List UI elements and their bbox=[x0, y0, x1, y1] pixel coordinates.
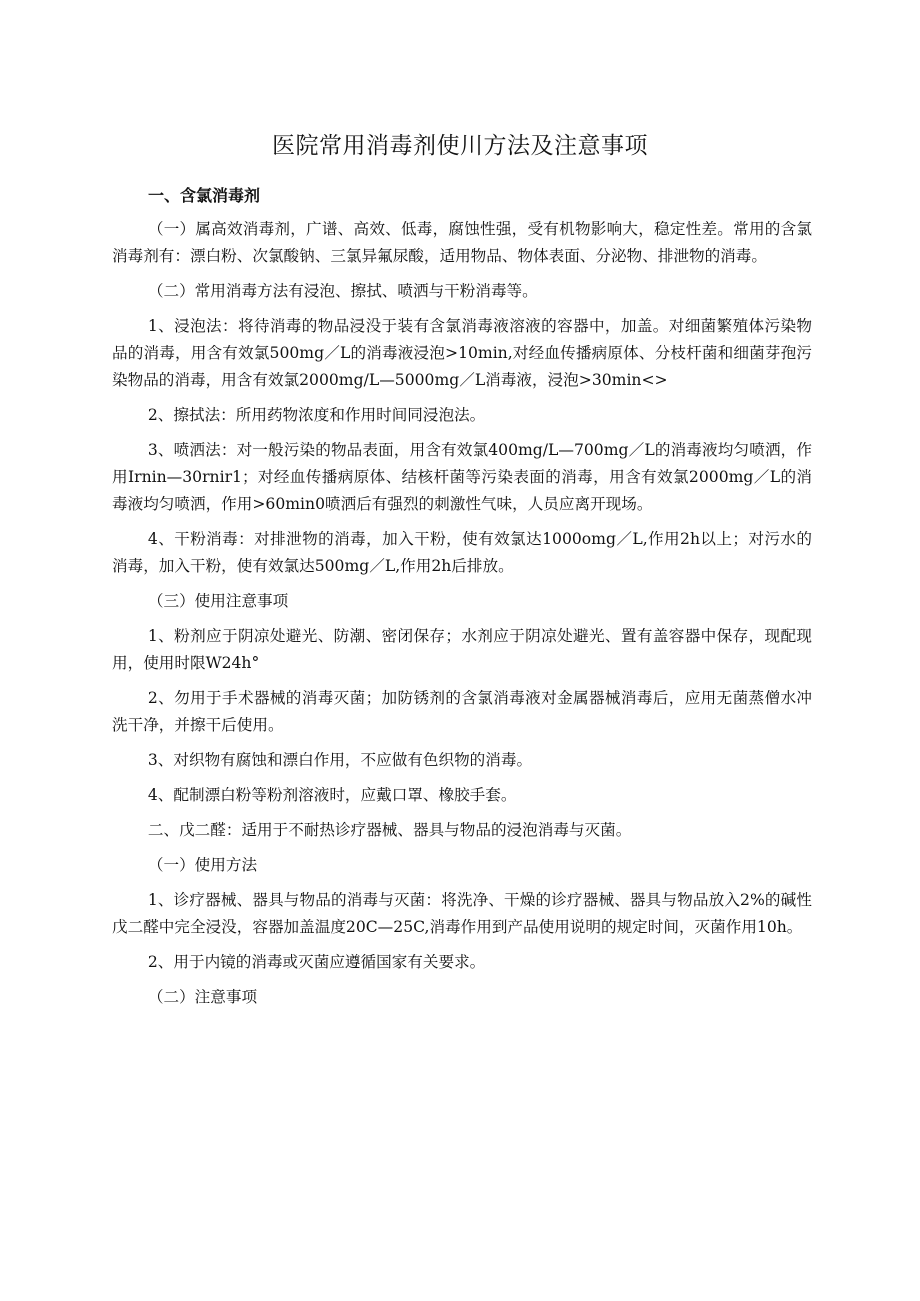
paragraph: （一）属高效消毒剂，广谱、高效、低毒，腐蚀性强，受有机物影响大，稳定性差。常用的含氯消毒剂有：漂白粉、次氯酸钠、三氯异氟尿酸，适用物品、物体表面、分泌物、排泄物的消毒。 bbox=[112, 220, 812, 265]
paragraph: 3、喷洒法：对一般污染的物品表面，用含有效氯400mg/L—700mg／L的消毒液均匀喷洒，作用Irnin—30rnir1；对经血传播病原体、结核杆菌等污染表面的消毒，用含有效氯2000mg／L的消毒液均匀喷洒，作用>60min0喷洒后有强烈的刺激性气味，人员应离开现场。 bbox=[112, 441, 812, 513]
paragraph: （二）常用消毒方法有浸泡、擦拭、喷洒与干粉消毒等。 bbox=[147, 282, 538, 300]
paragraph: 1、粉剂应于阴凉处避光、防潮、密闭保存；水剂应于阴凉处避光、置有盖容器中保存，现配现用，使用时限W24h° bbox=[112, 627, 812, 672]
document-title: 医院常用消毒剂使川方法及注意事项 bbox=[272, 133, 648, 159]
section-heading-chlorine: 一、含氯消毒剂 bbox=[148, 186, 261, 205]
paragraph: 4、配制漂白粉等粉剂溶液时，应戴口罩、橡胶手套。 bbox=[147, 786, 517, 804]
paragraph: 2、勿用于手术器械的消毒灭菌；加防锈剂的含氯消毒液对金属器械消毒后，应用无菌蒸僧水冲洗干净，并擦干后使用。 bbox=[112, 689, 812, 734]
paragraph: 2、用于内镜的消毒或灭菌应遵循国家有关要求。 bbox=[147, 953, 486, 971]
paragraph: 1、浸泡法：将待消毒的物品浸没于装有含氯消毒液溶液的容器中，加盖。对细菌繁殖体污染物品的消毒，用含有效氯500mg／L的消毒液浸泡>10min,对经血传播病原体、分枝杆菌和细菌芽孢污染物品的消毒，用含有效氯2000mg/L—5000mg／L消毒液，浸泡>30min<> bbox=[112, 317, 812, 389]
document-body bbox=[112, 216, 812, 1019]
paragraph: 4、干粉消毒：对排泄物的消毒，加入干粉，使有效氯达1000omg／L,作用2h以上；对污水的消毒，加入干粉，使有效氯达500mg／L,作用2h后排放。 bbox=[112, 530, 812, 575]
paragraph: （一）使用方法 bbox=[147, 856, 258, 874]
paragraph: 1、诊疗器械、器具与物品的消毒与灭菌：将洗净、干燥的诊疗器械、器具与物品放入2%的碱性戊二醛中完全浸没，容器加盖温度20C—25C,消毒作用到产品使用说明的规定时间，灭菌作用10h。 bbox=[112, 891, 812, 936]
paragraph: 3、对织物有腐蚀和漂白作用，不应做有色织物的消毒。 bbox=[147, 751, 533, 769]
paragraph: （二）注意事项 bbox=[147, 988, 258, 1006]
section-heading-glutaraldehyde: 二、戊二醛：适用于不耐热诊疗器械、器具与物品的浸泡消毒与灭菌。 bbox=[147, 821, 632, 839]
paragraph: （三）使用注意事项 bbox=[147, 592, 289, 610]
paragraph: 2、擦拭法：所用药物浓度和作用时间同浸泡法。 bbox=[147, 406, 486, 424]
